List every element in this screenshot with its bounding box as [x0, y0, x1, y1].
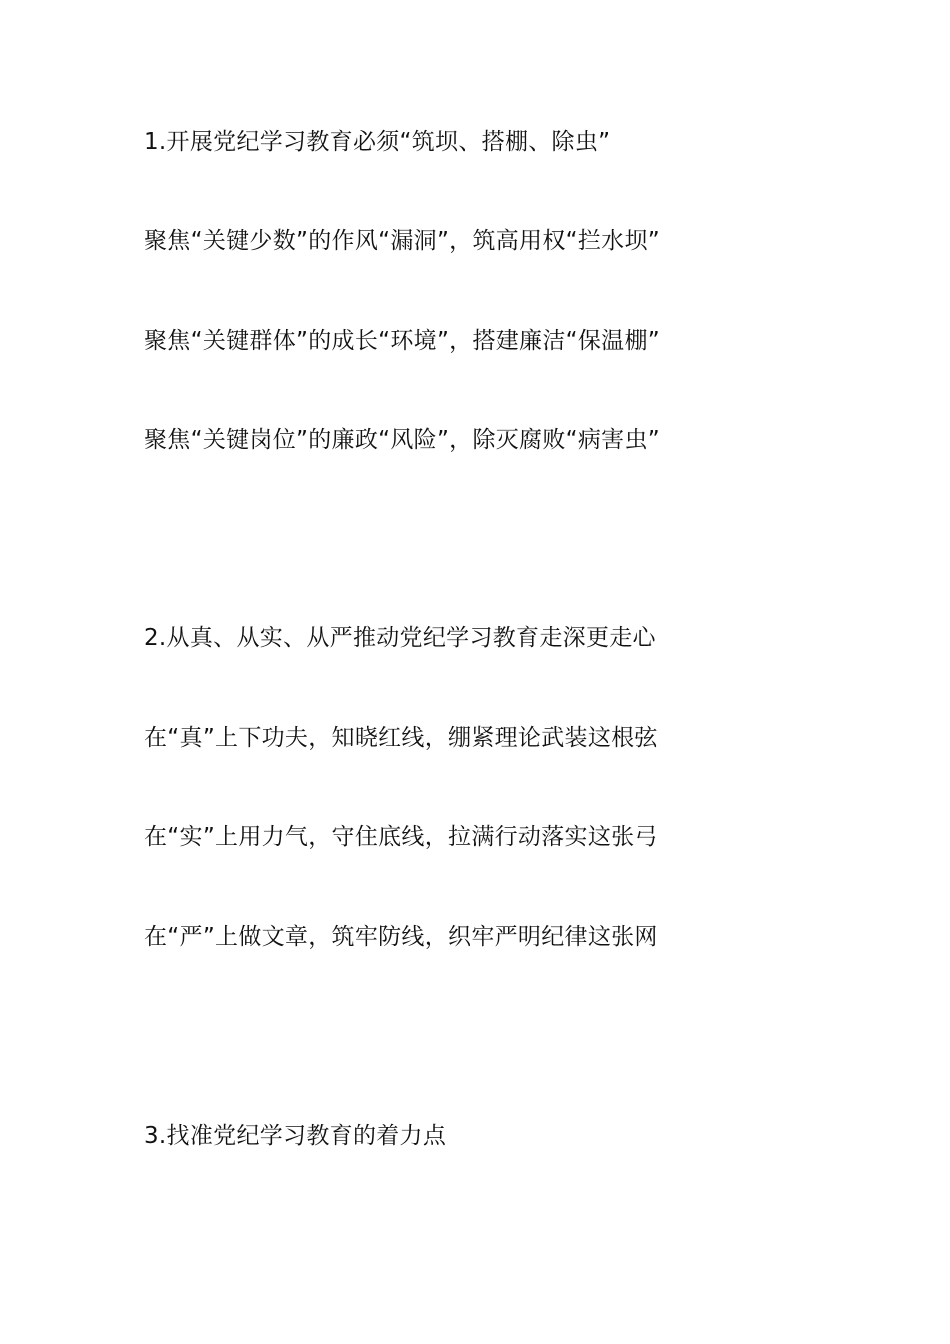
section-1-point-3: 聚焦“关键岗位”的廉政“风险”，除灭腐败“病害虫”	[144, 427, 660, 453]
section-2-point-1: 在“真”上下功夫，知晓红线，绷紧理论武装这根弦	[144, 725, 658, 751]
section-2-heading: 2.从真、从实、从严推动党纪学习教育走深更走心	[144, 625, 656, 651]
section-3-heading: 3.找准党纪学习教育的着力点	[144, 1123, 447, 1149]
section-2-point-3: 在“严”上做文章，筑牢防线，织牢严明纪律这张网	[144, 924, 658, 950]
section-1-heading: 1.开展党纪学习教育必须“筑坝、搭棚、除虫”	[144, 129, 611, 155]
section-2-point-2: 在“实”上用力气，守住底线，拉满行动落实这张弓	[144, 824, 658, 850]
section-1-point-2: 聚焦“关键群体”的成长“环境”，搭建廉洁“保温棚”	[144, 328, 660, 354]
section-1-point-1: 聚焦“关键少数”的作风“漏洞”，筑高用权“拦水坝”	[144, 228, 660, 254]
